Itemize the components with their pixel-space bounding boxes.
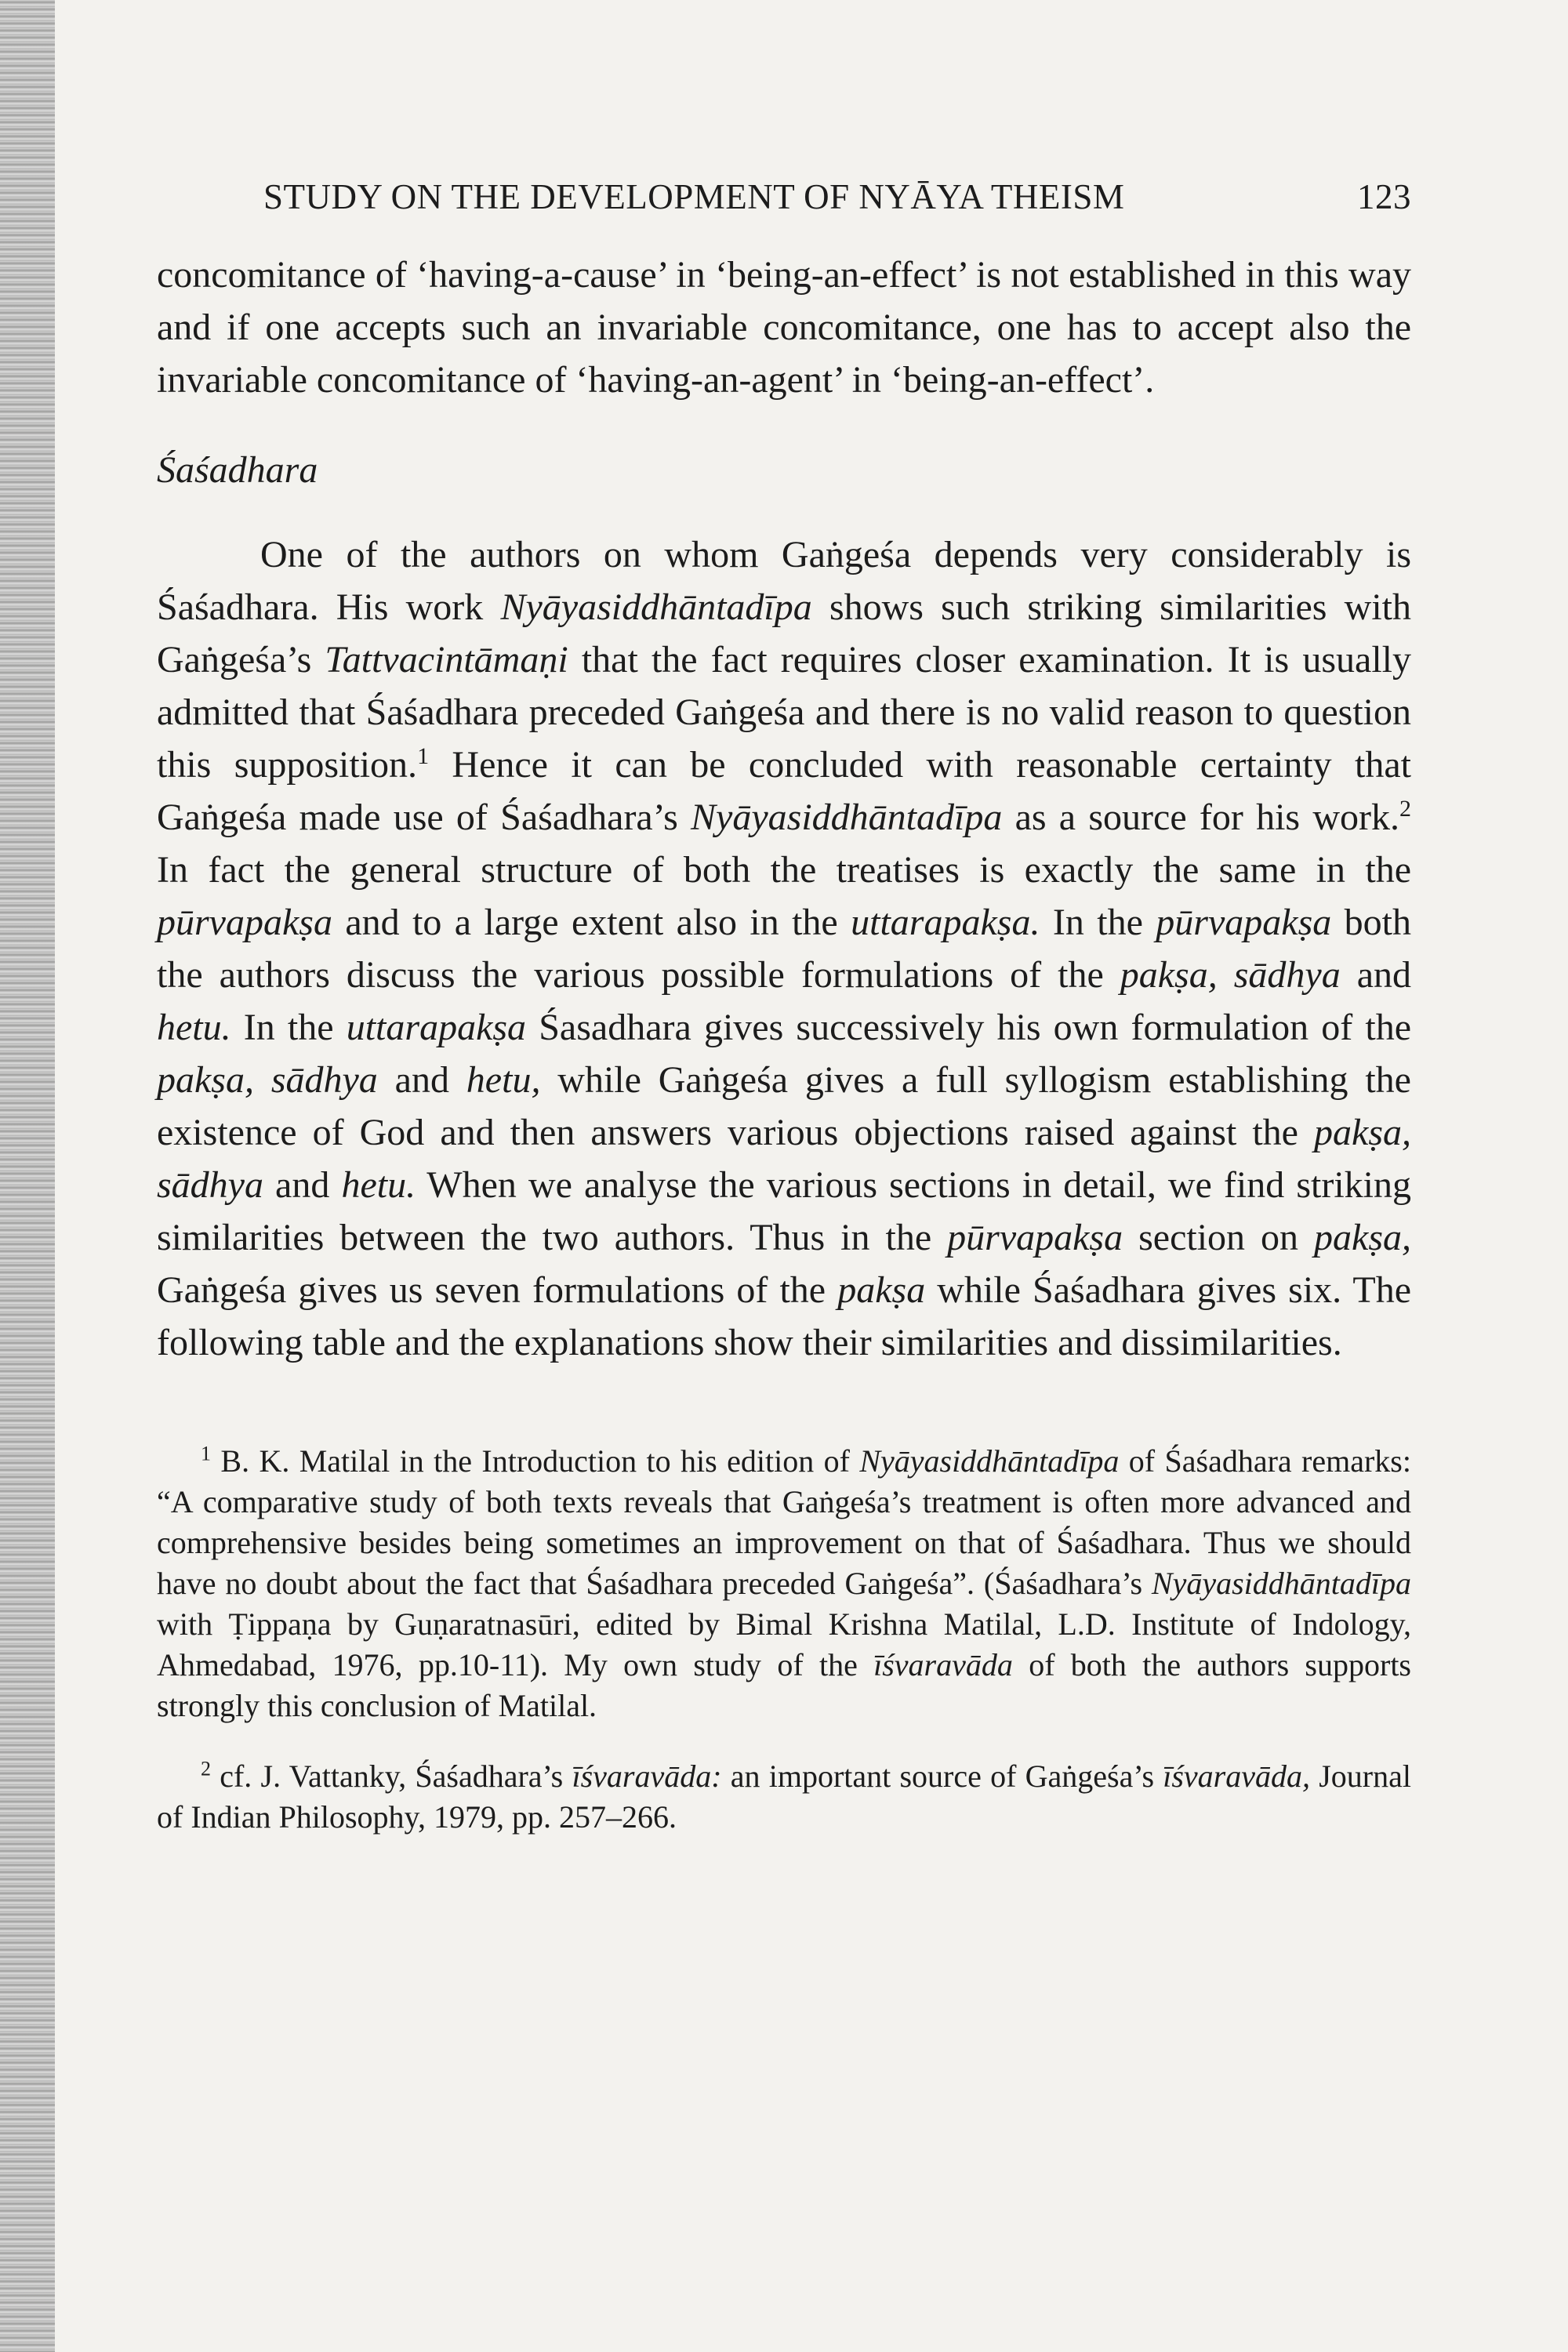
term-paksa-sadhya: pakṣa, sādhya [157, 1059, 378, 1101]
paragraph-text: In the [1040, 902, 1156, 943]
term-isvaravada: īśvaravāda, [1163, 1759, 1311, 1794]
footnote-text: with Ṭippaṇa by Guṇaratnasūri, edited by Bimal Krishna Matilal, L.D. Institute of Indology, Ahmedabad, 1976, pp.10-11). My own study of the [157, 1606, 1411, 1682]
term-paksa-sadhya: pakṣa, sādhya [157, 1112, 1411, 1206]
term-hetu: hetu. [341, 1164, 416, 1206]
term-isvaravada: īśvaravāda: [572, 1759, 722, 1794]
paragraph-text: Hence it can be concluded with reasonable certainty that Gaṅgeśa made use of Śaśadhara’s [157, 744, 1411, 838]
term-paksa-sadhya: pakṣa, sādhya [1120, 954, 1341, 996]
paragraph-text: as a source for his work. [1002, 797, 1400, 838]
term-purvapaksa: pūrvapakṣa [947, 1217, 1123, 1258]
paragraph-text: and [377, 1059, 466, 1101]
section-paragraph [157, 528, 1411, 1369]
body-text [157, 249, 1411, 1369]
section-heading: Śaśadhara [157, 449, 318, 491]
footnote-text: B. K. Matilal in the Introduction to his edition of [211, 1443, 860, 1479]
footnote-text: an important source of Gaṅgeśa’s [721, 1759, 1163, 1794]
footnotes [157, 1441, 1411, 1838]
paragraph-text: and [1340, 954, 1412, 996]
book-page [157, 176, 1411, 1867]
paragraph-text: In the [230, 1007, 347, 1048]
paragraph-text: that the fact requires closer examination. It is usually admitted that Śaśadhara preceded Gaṅgeśa and there is no valid reason to question this supposition. [157, 639, 1411, 786]
footnote-1 [157, 1441, 1411, 1726]
footnote-2-marker: 2 [201, 1757, 211, 1780]
work-title-tattvacintamani: Tattvacintāmaṇi [325, 639, 568, 681]
running-header-title: STUDY ON THE DEVELOPMENT OF NYĀYA THEISM [263, 177, 1125, 216]
page-number: 123 [1357, 177, 1411, 216]
term-isvaravada: īśvaravāda [873, 1647, 1013, 1682]
footnote-text: of both the authors supports strongly this conclusion of Matilal. [157, 1647, 1411, 1723]
paragraph-text: shows such striking similarities with Gaṅgeśa’s [157, 586, 1411, 681]
paragraph-text: both the authors discuss the various possible formulations of the [157, 902, 1411, 996]
work-title-nyayasiddhantadipa: Nyāyasiddhāntadīpa [500, 586, 812, 628]
term-purvapaksa: pūrvapakṣa [157, 902, 332, 943]
paragraph-text: while Śaśadhara gives six. The following table and the explanations show their similarities and dissimilarities. [157, 1269, 1412, 1363]
scan-binding-edge [0, 0, 55, 2352]
paragraph-text: One of the authors on whom Gaṅgeśa depends very considerably is Śaśadhara. His work [157, 534, 1411, 628]
running-header [157, 176, 1411, 231]
paragraph-text: Śasadhara gives successively his own formulation of the [526, 1007, 1412, 1048]
footnote-text: of Śaśadhara remarks: “A comparative study of both texts reveals that Gaṅgeśa’s treatment is often more advanced and comprehensive besides being sometimes an improvement on that of Śaśadhara. Thus we should have no doubt about the fact that Śaśadhara preceded Gaṅgeśa”. (Śaśadhara’s [157, 1443, 1411, 1601]
paragraph-text: while Gaṅgeśa gives a full syllogism establishing the existence of God and then answers various objections raised against the [157, 1059, 1411, 1153]
term-hetu: hetu, [466, 1059, 541, 1101]
paragraph-text: Gaṅgeśa gives us seven formulations of the [157, 1269, 838, 1311]
term-paksa: pakṣa [837, 1269, 926, 1311]
paragraph-text: section on [1123, 1217, 1315, 1258]
footnote-1-marker: 1 [201, 1442, 211, 1465]
footnote-2 [157, 1756, 1411, 1838]
paragraph-text: and to a large extent also in the [332, 902, 851, 943]
work-title-nyayasiddhantadipa: Nyāyasiddhāntadīpa [1151, 1566, 1411, 1601]
footnote-text: cf. J. Vattanky, Śaśadhara’s [211, 1759, 572, 1794]
paragraph-text: In fact the general structure of both the treatises is exactly the same in the [157, 849, 1411, 891]
work-title-nyayasiddhantadipa: Nyāyasiddhāntadīpa [691, 797, 1003, 838]
work-title-nyayasiddhantadipa: Nyāyasiddhāntadīpa [859, 1443, 1120, 1479]
footnote-reference-2[interactable]: 2 [1399, 796, 1412, 822]
footnote-reference-1[interactable]: 1 [417, 743, 430, 769]
continuation-paragraph: concomitance of ‘having-a-cause’ in ‘being-an-effect’ is not established in this way and if one accepts such an invariable concomitance, one has to accept also the invariable concomitance of ‘having-an-agent’ in ‘being-an-effect’. [157, 254, 1411, 401]
term-paksa: pakṣa, [1314, 1217, 1411, 1258]
term-purvapaksa: pūrvapakṣa [1156, 902, 1332, 943]
paragraph-text: When we analyse the various sections in detail, we find striking similarities between the two authors. Thus in the [157, 1164, 1411, 1258]
term-uttarapaksa: uttarapakṣa. [851, 902, 1040, 943]
paragraph-text: and [263, 1164, 342, 1206]
footnote-text: Journal of Indian Philosophy, 1979, pp. 257–266. [157, 1759, 1411, 1835]
term-uttarapaksa: uttarapakṣa [346, 1007, 527, 1048]
term-hetu: hetu. [157, 1007, 231, 1048]
